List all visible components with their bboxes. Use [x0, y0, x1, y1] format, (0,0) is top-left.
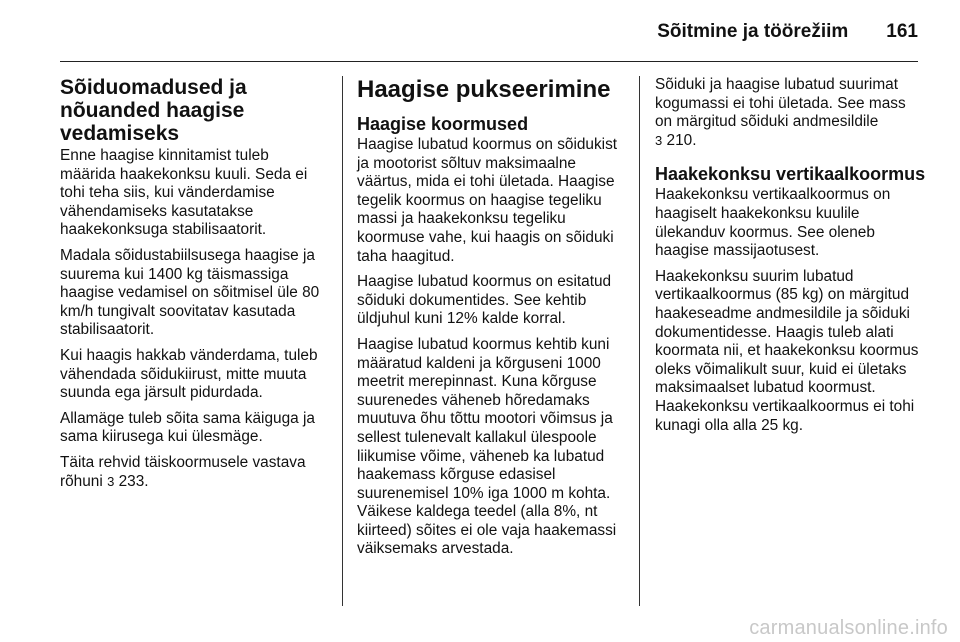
paragraph: Haakekonksu vertikaalkoormus on haagiselt haakekonksu kuulile ülekanduv koormus. See oleneb haagise massijaotusest. [655, 186, 891, 260]
page-ref: 210. [666, 131, 697, 149]
column-1 [60, 76, 328, 498]
section-title: Sõitmine ja töörežiim [657, 21, 849, 42]
paragraph: Haagise lubatud koormus kehtib kuni määratud kaldeni ja kõrguseni 1000 meetrit merepinnast. Kuna kõrguse suurenedes väheneb hõredamaks muutuva õhu tõttu mootori võimsus ja sellest tulenevalt kallakul ülespoole liikumise võime, väheneb ka lubatud haakemass kõrguse edasisel suurenemisel 10% iga 1000 m kohta. Väikese kaldega teedel (alla 8%, nt kiirteed) sõites ei ole vaja haakemassi väiksemaks arvestada. [357, 335, 617, 558]
page-number: 161 [886, 21, 918, 42]
paragraph-text: Täita rehvid täiskoormusele vastava rõhuni [60, 453, 306, 490]
paragraph-text: Sõiduki ja haagise lubatud suurimat kogumassi ei tohi ületada. See mass on märgitud sõiduki andmesildile [655, 76, 906, 131]
heading-towing-tips: Sõiduomadused ja nõuanded haagise vedamiseks [60, 76, 247, 145]
column-2 [357, 76, 625, 566]
paragraph: Kui haagis hakkab vänderdama, tuleb vähendada sõidukiirust, mitte muuta suunda ega järsult pidurdada. [60, 346, 318, 402]
paragraph [60, 454, 328, 491]
page-ref-arrow-icon: 3 [107, 473, 115, 489]
heading-trailer-towing: Haagise pukseerimine [357, 76, 611, 103]
paragraph: Haagise lubatud koormus on esitatud sõiduki dokumentides. See kehtib üldjuhul kuni 12% kalde korral. [357, 273, 612, 328]
column-divider [639, 76, 640, 606]
paragraph: Madala sõidustabiilsusega haagise ja suurema kui 1400 kg täismassiga haagise vedamisel on sõitmisel üle 80 km/h tungivalt soovitatav kasutada stabilisaatorit. [60, 246, 320, 339]
page-ref: 233. [118, 472, 149, 490]
paragraph: Enne haagise kinnitamist tuleb määrida haakekonksu kuuli. Seda ei tohi teha siis, kui vänderdamise vähendamiseks kasutatakse haakekonksuga stabilisaatorit. [60, 147, 308, 239]
paragraph: Haakekonksu suurim lubatud vertikaalkoormus (85 kg) on märgitud haakeseadme andmesildile ja sõiduki dokumentidesse. Haagis tuleb alati koormata nii, et haakekonksu koormus oleks võimalikult suur, kuid ei ületaks maksimaalset lubatud koormust. Haakekonksu vertikaalkoormus ei tohi kunagi olla alla 25 kg. [655, 267, 919, 434]
paragraph: Haagise lubatud koormus on sõidukist ja mootorist sõltuv maksimaalne väärtus, mida ei tohi ületada. Haagise tegelik koormus on haagise tegeliku massi ja haakekonksu tegeliku koormuse vahe, kui haagis on sõiduki taha haagitud. [357, 136, 618, 265]
page-ref-arrow-icon: 3 [655, 132, 663, 148]
page-header [60, 12, 918, 52]
header-divider [60, 61, 918, 62]
paragraph [655, 76, 927, 150]
heading-vertical-load: Haakekonksu vertikaalkoormus [655, 164, 926, 185]
paragraph: Allamäge tuleb sõita sama käiguga ja sama kiirusega kui ülesmäge. [60, 409, 315, 446]
watermark: carmanualsonline.info [749, 617, 948, 639]
subheading-trailer-loads: Haagise koormused [357, 114, 529, 134]
column-divider [342, 76, 343, 606]
column-3 [655, 76, 927, 442]
